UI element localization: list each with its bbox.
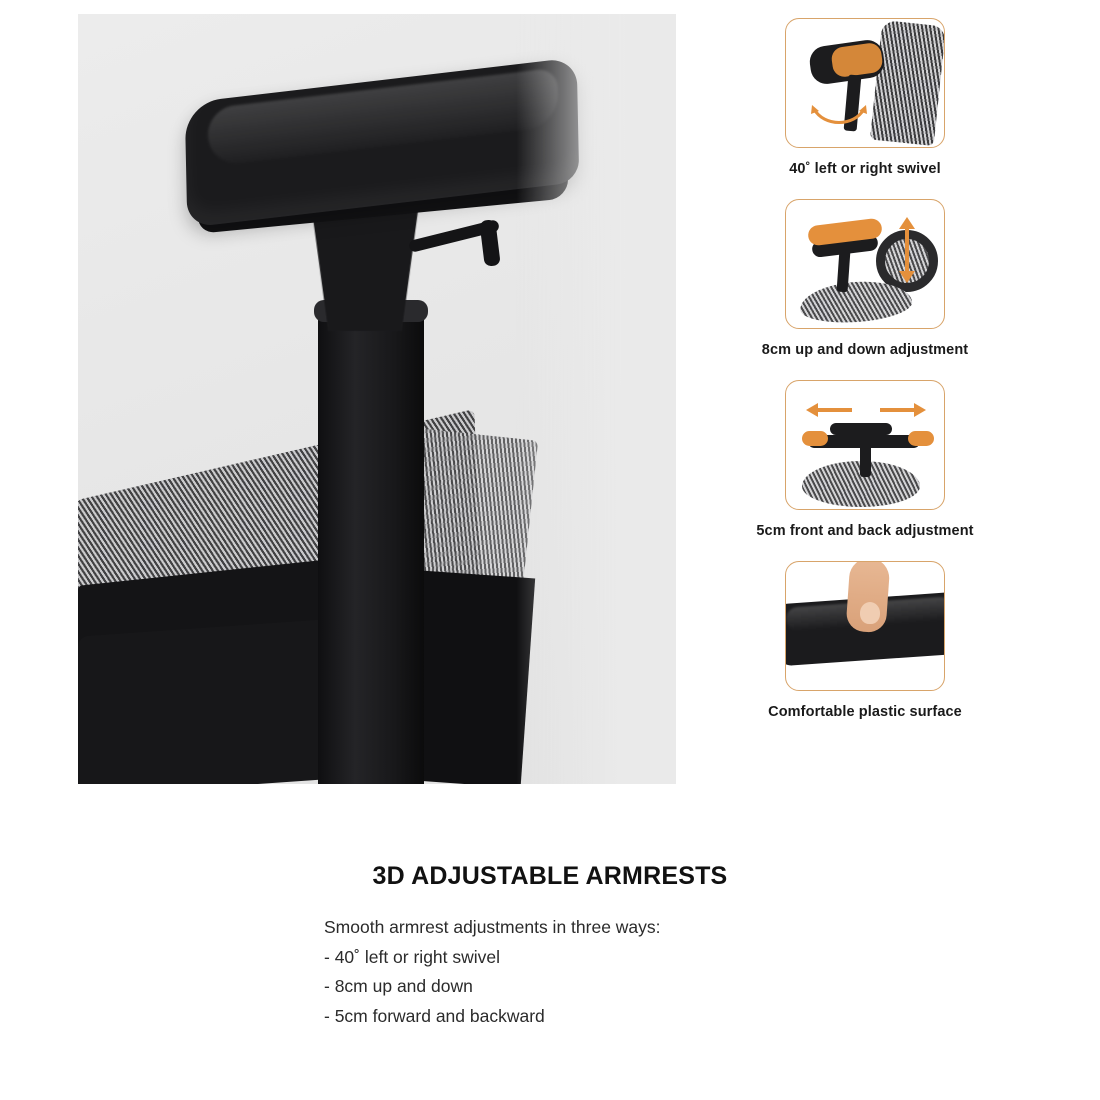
hero-product-photo: [78, 14, 676, 784]
description-body: [0, 913, 1100, 1031]
up-down-arrow-glyph: [896, 216, 918, 284]
feature-caption: 8cm up and down adjustment: [761, 342, 969, 358]
swivel-arrow-icon: [785, 18, 945, 148]
feature-caption: 40˚ left or right swivel: [789, 161, 941, 177]
photo-right-fade: [516, 14, 676, 784]
feature-item: [700, 380, 1030, 539]
feature-item: [700, 199, 1030, 358]
page-title: 3D ADJUSTABLE ARMRESTS: [372, 862, 728, 890]
front-back-arrow-icon: [785, 380, 945, 510]
feature-item: [700, 561, 1030, 720]
front-back-arrow-glyph: [802, 399, 930, 421]
description-line: - 8cm up and down: [324, 976, 473, 996]
description-line: - 40˚ left or right swivel: [324, 946, 501, 967]
description-block: [0, 862, 1100, 1031]
feature-caption: Comfortable plastic surface: [768, 704, 962, 720]
armrest-post: [318, 306, 424, 784]
feature-caption: 5cm front and back adjustment: [756, 523, 974, 539]
swivel-arrow-glyph: [810, 103, 868, 129]
feature-item: [700, 18, 1030, 177]
description-line: - 5cm forward and backward: [324, 1005, 545, 1026]
feature-list: [700, 18, 1030, 742]
up-down-arrow-icon: [785, 199, 945, 329]
description-line: Smooth armrest adjustments in three ways:: [324, 917, 661, 937]
finger-press-icon: [785, 561, 945, 691]
